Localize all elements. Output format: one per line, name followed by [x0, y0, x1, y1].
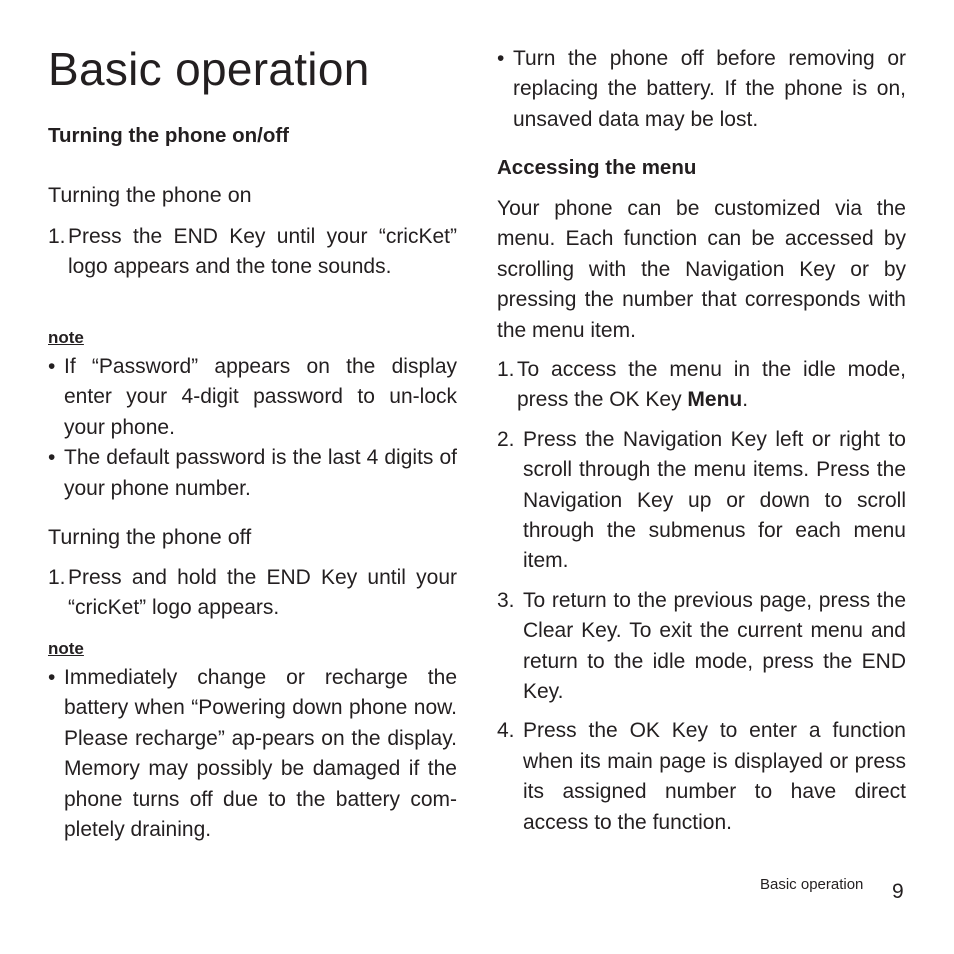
list-item — [497, 355, 906, 416]
step-text: To return to the previous page, press the Clear Key. To exit the current menu and return to the idle mode, press the END Key. — [523, 588, 906, 704]
section-heading-menu: Accessing the menu — [497, 156, 697, 179]
note-2-list — [48, 663, 457, 845]
menu-intro-paragraph: Your phone can be customized via the menu. Each function can be accessed by scrolling with the Navigation Key or by pressing the number that corresponds with the menu item. — [497, 197, 906, 342]
bullet-icon: • — [48, 355, 56, 378]
note-text: If “Password” appears on the display enter your 4-digit password to un-lock your phone. — [64, 355, 457, 439]
footer-section-label: Basic operation — [760, 876, 864, 893]
battery-warning-list — [497, 44, 906, 135]
step-number: 1. — [497, 358, 515, 381]
step-text: Press and hold the END Key until your “cricKet” logo appears. — [68, 566, 457, 620]
bullet-icon: • — [497, 47, 505, 70]
list-item — [48, 352, 457, 443]
step-number: 2. — [497, 427, 515, 451]
step-text: Press the Navigation Key left or right to scroll through the menu items. Press the Navigation Key up or down to scroll through the submenus for each menu item. — [523, 427, 906, 573]
step-text: Press the END Key until your “cricKet” logo appears and the tone sounds. — [68, 225, 457, 279]
list-item — [48, 443, 457, 504]
list-item — [497, 44, 906, 135]
note-1-list — [48, 352, 457, 504]
note-text: Immediately change or recharge the battery when “Powering down phone now. Please recharge” ap-pears on the display. Memory may possibly be damaged if the phone turns off due to the battery com-pletely draining. — [64, 666, 457, 842]
step-text — [517, 355, 906, 416]
note-text: The default password is the last 4 digits of your phone number. — [64, 446, 457, 500]
phone-on-steps — [48, 222, 457, 283]
step-number: 3. — [497, 588, 515, 612]
page-title: Basic operation — [48, 43, 370, 95]
step-number: 4. — [497, 719, 515, 743]
phone-off-steps — [48, 563, 457, 624]
step-number: 1. — [48, 225, 66, 248]
step-text-end: . — [742, 388, 749, 412]
list-item — [48, 563, 457, 624]
list-item — [48, 222, 457, 283]
note-label-1: note — [48, 328, 84, 347]
page-number: 9 — [892, 880, 904, 903]
menu-keyword: Menu — [687, 388, 743, 412]
menu-steps — [497, 355, 906, 838]
note-label-2: note — [48, 639, 84, 658]
step-number: 1. — [48, 566, 66, 589]
section-heading-on-off: Turning the phone on/off — [48, 124, 290, 147]
warning-text: Turn the phone off before removing or replacing the battery. If the phone is on, unsaved data may be lost. — [513, 47, 906, 131]
bullet-icon: • — [48, 446, 56, 470]
list-item — [497, 586, 906, 708]
list-item — [48, 663, 457, 845]
bullet-icon: • — [48, 666, 56, 689]
step-text: Press the OK Key to enter a function when its main page is displayed or press its assigned number to have direct access to the function. — [523, 719, 906, 834]
subheading-phone-on: Turning the phone on — [48, 183, 252, 207]
list-item — [497, 716, 906, 838]
list-item — [497, 425, 906, 577]
step-text-main: To access the menu in the idle mode, press the OK Key — [517, 358, 906, 412]
subheading-phone-off: Turning the phone off — [48, 525, 252, 549]
